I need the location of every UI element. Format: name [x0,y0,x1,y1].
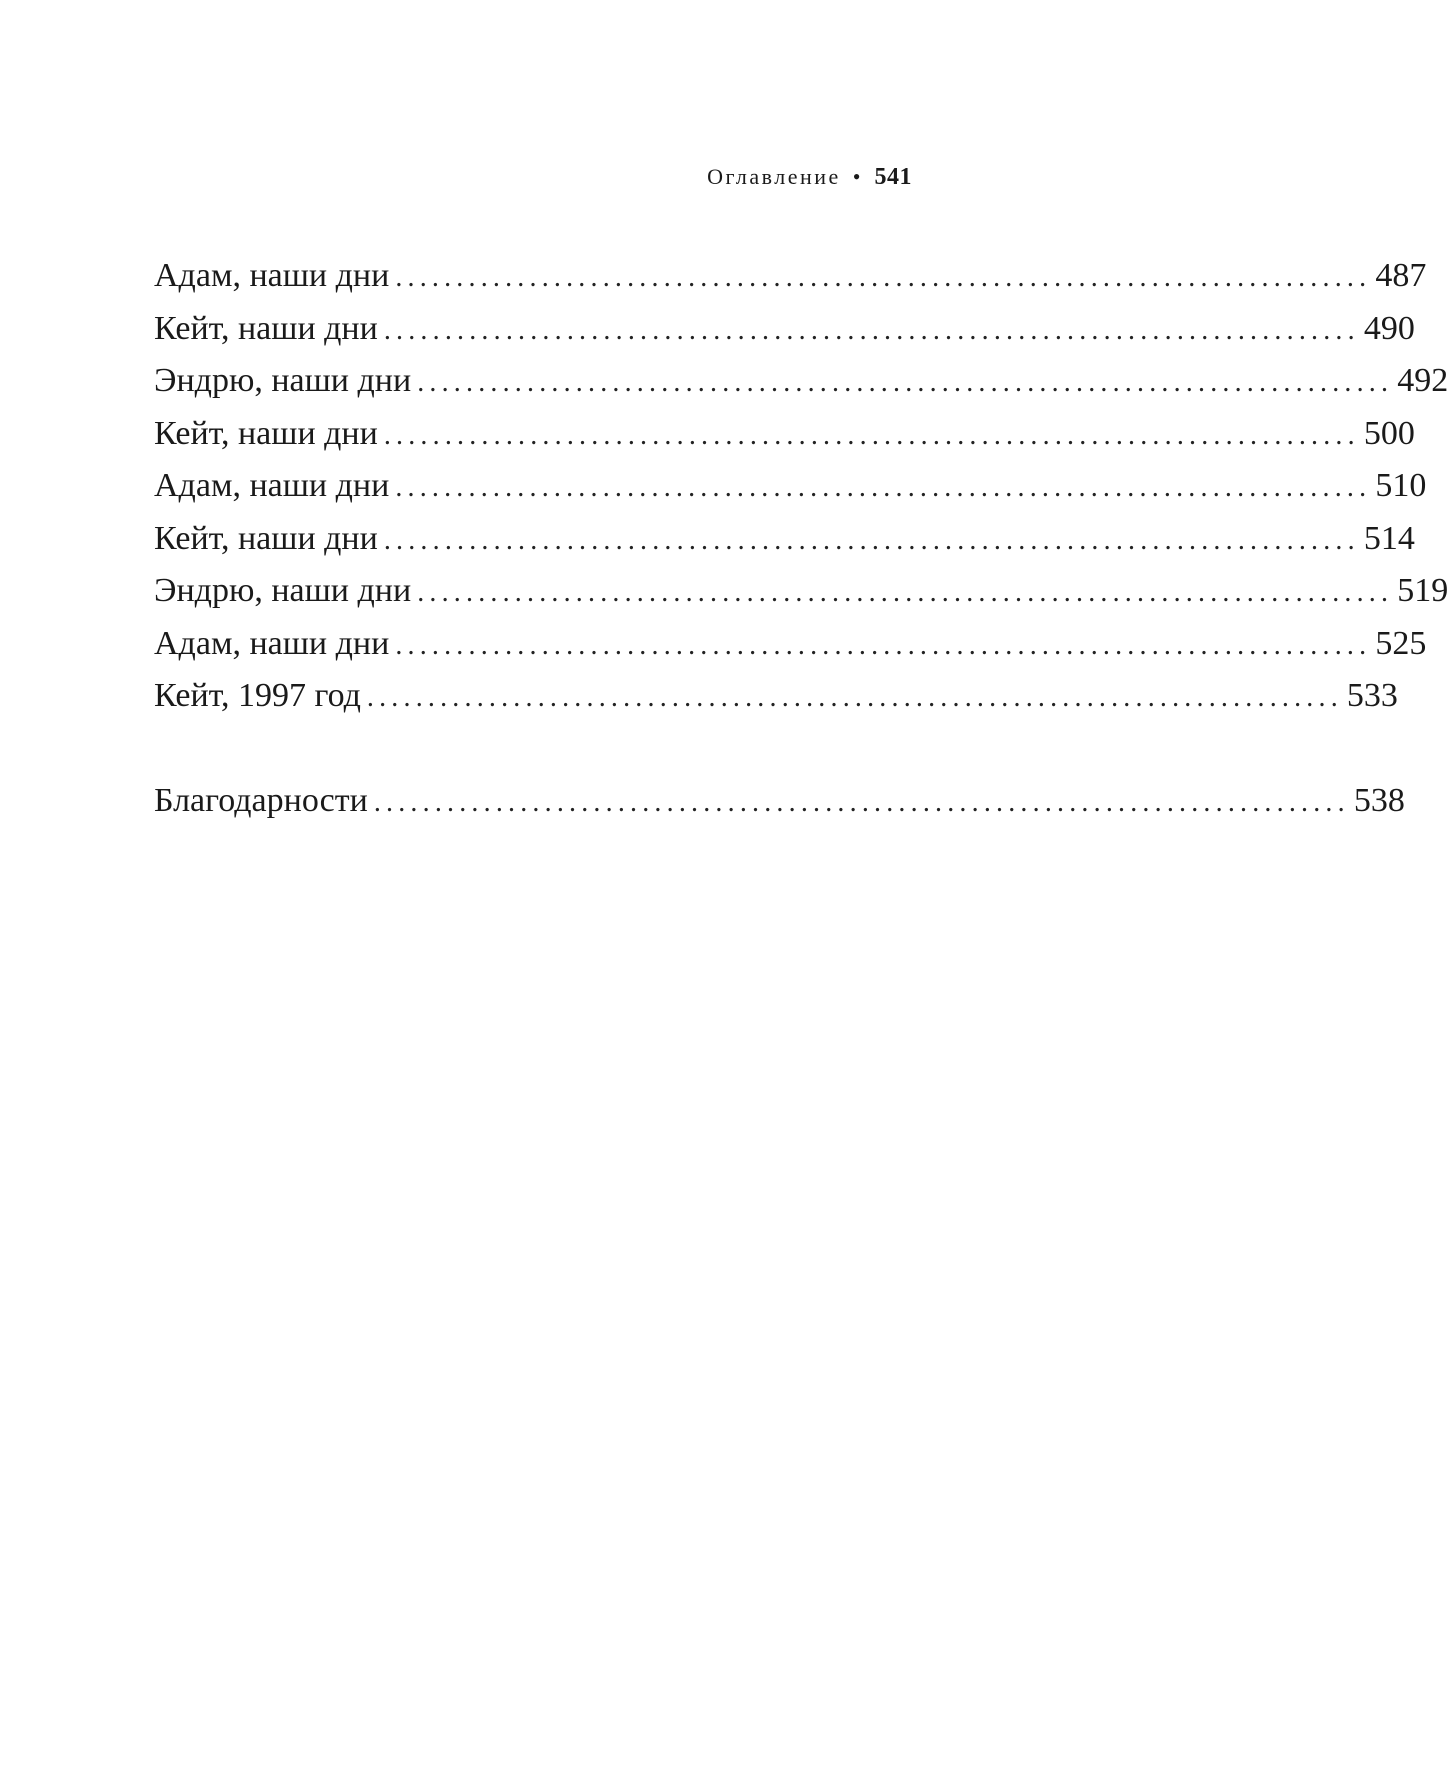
toc-entry-title: Адам, наши дни [154,257,390,294]
dot-leader: ................................................................................ [395,629,1372,661]
toc-entry [154,513,1415,566]
toc-entry-title: Кейт, наши дни [154,519,378,557]
toc-entry-acknowledgements [154,775,1405,828]
dot-leader: ................................................................................ [373,786,1350,818]
toc-entry-title: Кейт, 1997 год [154,677,361,714]
table-of-contents [154,250,1448,827]
toc-entry [154,250,1427,303]
toc-entry [154,303,1415,356]
toc-entry-page: 510 [1375,467,1427,504]
toc-entry [154,565,1448,618]
toc-entry-page: 525 [1375,624,1427,662]
toc-entry-title: Адам, наши дни [154,467,390,504]
toc-entry-page: 490 [1363,309,1415,347]
dot-leader: ................................................................................ [383,419,1360,451]
toc-entry [154,408,1415,461]
toc-entry-page: 533 [1346,677,1398,714]
dot-leader: ................................................................................ [417,577,1394,608]
toc-entry-page: 492 [1397,362,1448,399]
running-header [707,164,912,191]
separator-bullet: • [852,164,863,189]
dot-leader: ................................................................................ [417,367,1394,398]
toc-entry [154,460,1427,513]
toc-entry-title: Эндрю, наши дни [154,572,412,609]
toc-entry-page: 519 [1397,572,1448,609]
toc-spacer [154,723,912,775]
toc-entry [154,618,1427,671]
dot-leader: ................................................................................ [383,524,1360,556]
toc-entry-title: Кейт, наши дни [154,414,378,452]
dot-leader: ................................................................................ [383,314,1360,346]
page-number: 541 [874,164,912,190]
section-name: Оглавление [707,164,841,189]
dot-leader: ................................................................................ [395,262,1372,293]
toc-entry-title: Адам, наши дни [154,624,390,662]
toc-entry [154,670,1398,723]
toc-entry-title: Эндрю, наши дни [154,362,412,399]
toc-entry-page: 500 [1363,414,1415,452]
toc-entry-page: 487 [1375,257,1427,294]
toc-entry [154,355,1448,408]
toc-entry-page: 538 [1353,781,1405,819]
dot-leader: ................................................................................ [395,472,1372,503]
dot-leader: ................................................................................ [366,682,1343,713]
toc-entry-title: Кейт, наши дни [154,309,378,347]
toc-entry-title: Благодарности [154,781,368,819]
toc-entry-page: 514 [1363,519,1415,557]
